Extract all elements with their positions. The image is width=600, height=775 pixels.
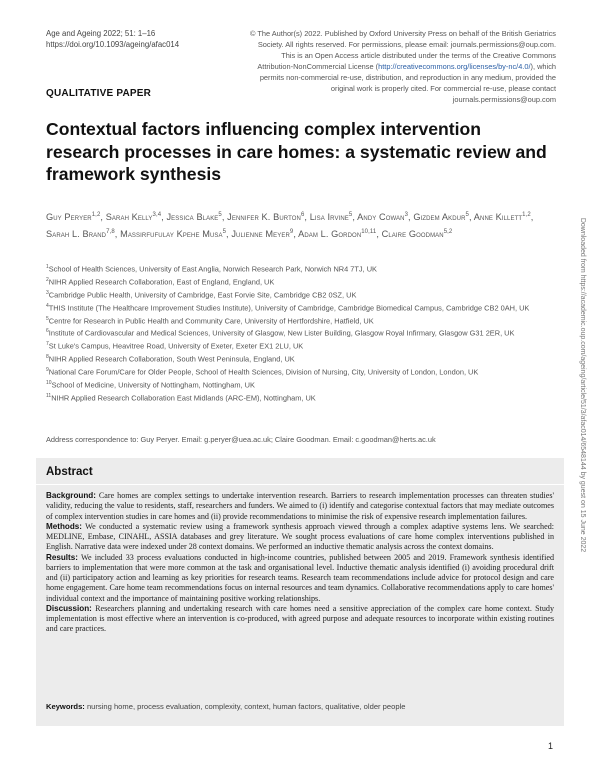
affiliation-item: [46, 314, 554, 327]
author-affiliation-ref: 5,2: [443, 228, 453, 235]
affiliation-text: Cambridge Public Health, University of Cambridge, East Forvie Site, Cambridge CB2 0SZ, UK: [48, 290, 357, 300]
author[interactable]: [46, 229, 120, 239]
abstract-section-text: We conducted a systematic review using a framework synthesis approach viewed through a complex adaptive systems lens. We searched: MEDLINE, Embase, CINAHL, ASSIA databases and grey literature. We sought process evaluations of care home complex interventions published in English. Narrative data were indexed under 28 context domains. We performed an inductive thematic analysis across the context domains.: [46, 521, 554, 552]
affiliation-item: [46, 262, 554, 275]
author-affiliation-ref: 5: [222, 228, 227, 235]
keywords: [46, 702, 554, 711]
author-name: Claire Goodman: [381, 228, 444, 239]
author[interactable]: [227, 212, 310, 222]
affiliation-item: [46, 301, 554, 314]
author-separator: ,: [293, 228, 299, 239]
doi-link[interactable]: https://doi.org/10.1093/ageing/afac014: [46, 40, 180, 49]
affiliation-number: 8: [46, 354, 49, 361]
author-name: Massirfufulay Kpehe Musa: [120, 228, 223, 239]
author[interactable]: [166, 212, 227, 222]
affiliation-number: 9: [46, 367, 49, 373]
author-separator: ,: [221, 212, 228, 223]
affiliation-text: National Care Forum/Care for Older People, School of Health Sciences, Division of Nursing, City, University of London, London, UK: [48, 367, 479, 377]
author-name: Jessica Blake: [166, 212, 219, 223]
affiliation-text: NIHR Applied Research Collaboration, East of England, England, UK: [48, 277, 275, 287]
affiliation-text: THIS Institute (The Healthcare Improvement Studies Institute), University of Cambridge, Cambridge Biomedical Campus, Cambridge CB2 0AH, UK: [48, 303, 530, 313]
license-text-post: ), which permits non-commercial re-use, distribution, and reproduction in any medium, provided the original work is properly cited. For commercial re-use, please contact journals.permissions@oup.com: [259, 62, 556, 104]
author-name: Gizdem Akdur: [413, 212, 466, 223]
author[interactable]: [382, 229, 453, 239]
author[interactable]: [298, 229, 382, 239]
affiliation-number: 4: [46, 302, 49, 309]
abstract-heading: Abstract: [46, 466, 93, 478]
author-separator: ,: [226, 228, 232, 239]
abstract-section-label: Results:: [46, 552, 78, 562]
affiliation-text: St Luke's Campus, Heavitree Road, University of Exeter, Exeter EX1 2LU, UK: [48, 341, 304, 351]
abstract-section-text: Care homes are complex settings to undertake intervention research. Barriers to research implementation processes can threaten studies' validity, reducing the value to residents, staff, researchers and funders. We aimed to (i) identify and categorise contextual factors that may mediate outcomes of complex intervention studies in care homes and (ii) provide recommendations to minimise the risk of expensive research implementation failures.: [46, 491, 554, 521]
affiliation-number: 7: [46, 341, 49, 348]
affiliation-number: 6: [46, 328, 49, 335]
author-name: Sarah Kelly: [105, 212, 153, 223]
author-affiliation-ref: 3: [404, 212, 409, 218]
author-affiliation-ref: 5: [465, 212, 469, 218]
license-notice: [250, 28, 556, 105]
affiliation-text: School of Medicine, University of Nottingham, Nottingham, UK: [51, 380, 255, 390]
author-affiliation-ref: 5: [218, 212, 222, 218]
author-separator: ,: [408, 212, 414, 223]
author-name: Julienne Meyer: [231, 228, 290, 239]
author-separator: ,: [352, 212, 358, 223]
author-name: Guy Peryer: [46, 212, 92, 223]
abstract-section: [46, 491, 554, 522]
author[interactable]: [46, 212, 106, 222]
affiliation-text: Centre for Research in Public Health and Community Care, University of Hertfordshire, Hatfield, UK: [48, 315, 374, 325]
article-title: Contextual factors influencing complex intervention research processes in care homes: a systematic review and framework synthesis: [46, 119, 547, 184]
affiliation-text: School of Health Sciences, University of East Anglia, Norwich Research Park, Norwich NR4 7TJ, UK: [48, 264, 377, 274]
author-affiliation-ref: 10,11: [361, 228, 377, 235]
affiliation-list: [46, 262, 554, 404]
author-name: Sarah L. Brand: [46, 228, 107, 239]
author-affiliation-ref: 3,4: [152, 212, 162, 218]
abstract-section: [46, 604, 554, 635]
page-number: 1: [548, 741, 554, 751]
author-list: [46, 208, 554, 241]
affiliation-number: 11: [46, 392, 52, 399]
affiliation-item: [46, 352, 554, 365]
abstract-section-label: Methods:: [46, 521, 82, 531]
affiliation-item: [46, 339, 554, 352]
abstract-section: [46, 522, 554, 553]
article-type-label: QUALITATIVE PAPER: [46, 88, 152, 99]
affiliation-number: 1: [46, 264, 49, 270]
download-watermark: [575, 170, 587, 600]
author-affiliation-ref: 9: [289, 228, 294, 235]
license-link[interactable]: http://creativecommons.org/licenses/by-nc/4.0/: [378, 62, 531, 71]
affiliation-item: [46, 275, 554, 288]
affiliation-item: [46, 391, 554, 404]
affiliation-number: 3: [46, 289, 49, 296]
abstract-section: [46, 553, 554, 604]
abstract-section-text: Researchers planning and undertaking research with care homes need a sensitive appreciation of the complex care home context. Study implementation is most effective where an intervention is co-produced, with agreed purpose and adequate resources to incorporate within existing routines and care practices.: [46, 603, 554, 634]
author[interactable]: [310, 212, 357, 222]
affiliation-item: [46, 365, 554, 378]
affiliation-number: 2: [46, 276, 49, 283]
author[interactable]: [474, 212, 534, 222]
affiliation-text: NIHR Applied Research Collaboration, South West Peninsula, England, UK: [48, 354, 295, 364]
affiliation-number: 5: [46, 315, 49, 322]
author-name: Anne Killett: [473, 212, 523, 223]
abstract-section-label: Background:: [46, 491, 96, 500]
author-name: Adam L. Gordon: [298, 228, 362, 239]
author-separator: ,: [530, 212, 534, 223]
correspondence-address: Address correspondence to: Guy Peryer. Email: g.peryer@uea.ac.uk; Claire Goodman. Email: c.goodman@herts.ac.uk: [46, 435, 436, 444]
author-separator: ,: [114, 228, 121, 239]
author[interactable]: [413, 212, 473, 222]
author-separator: ,: [100, 212, 106, 223]
author-affiliation-ref: 7,8: [106, 228, 115, 235]
author-name: Lisa Irvine: [309, 212, 349, 223]
affiliation-item: [46, 288, 554, 301]
author-affiliation-ref: 1,2: [91, 212, 101, 218]
affiliation-item: [46, 378, 554, 391]
download-watermark-text: Downloaded from https://academic.oup.com/ageing/article/51/3/afac014/6548144 by guest on 15 June 2022: [579, 217, 586, 553]
author[interactable]: [357, 212, 413, 222]
author-separator: ,: [161, 212, 167, 223]
affiliation-text: Institute of Cardiovascular and Medical Sciences, University of Glasgow, New Lister Building, Glasgow Royal Infirmary, Glasgow G31 2ER, UK: [48, 328, 515, 338]
abstract-section-text: We included 33 process evaluations conducted in high-income countries, published between 2005 and 2019. Framework synthesis identified barriers to implementation that were more common at the task and organisational level. Inductive thematic analysis identified (i) avoiding procedural drift and (ii) participatory action and learning as key priorities for research teams. Research team recommendations include advice for protocol design and care home engagement. Care home team recommendations focus on internal resources and team dynamics. Collaborative recommendations apply to care homes' individual context and the importance of maintaining positive working relationships.: [46, 552, 554, 603]
author-separator: ,: [376, 228, 382, 239]
author[interactable]: [231, 229, 298, 239]
author[interactable]: [120, 229, 231, 239]
keywords-text: nursing home, process evaluation, complexity, context, human factors, qualitative, older people: [84, 702, 406, 711]
affiliation-item: [46, 326, 554, 339]
author[interactable]: [106, 212, 167, 222]
author-affiliation-ref: 5: [348, 212, 353, 218]
abstract-body: [46, 491, 554, 635]
abstract-section-label: Discussion:: [46, 603, 92, 613]
keywords-label: Keywords:: [46, 702, 85, 711]
abstract-divider: [36, 484, 564, 485]
affiliation-number: 10: [46, 379, 52, 386]
journal-header: [46, 28, 236, 50]
author-affiliation-ref: 6: [300, 212, 305, 218]
author-name: Jennifer K. Burton: [227, 212, 301, 223]
author-affiliation-ref: 1,2: [522, 212, 531, 218]
license-text-pre: © The Author(s) 2022. Published by Oxford University Press on behalf of the British Geriatrics Society. All rights reserved. For permissions, please email: journals.permissions@oup.com. This is an Open Access article distributed under the terms of the Creative Commons Attribution-NonCommercial License (: [250, 29, 556, 71]
author-separator: ,: [304, 212, 310, 223]
author-separator: ,: [468, 212, 474, 223]
affiliation-text: NIHR Applied Research Collaboration East Midlands (ARC-EM), Nottingham, UK: [51, 393, 316, 403]
author-name: Andy Cowan: [357, 212, 405, 223]
journal-citation: Age and Ageing 2022; 51: 1–16: [46, 29, 156, 38]
